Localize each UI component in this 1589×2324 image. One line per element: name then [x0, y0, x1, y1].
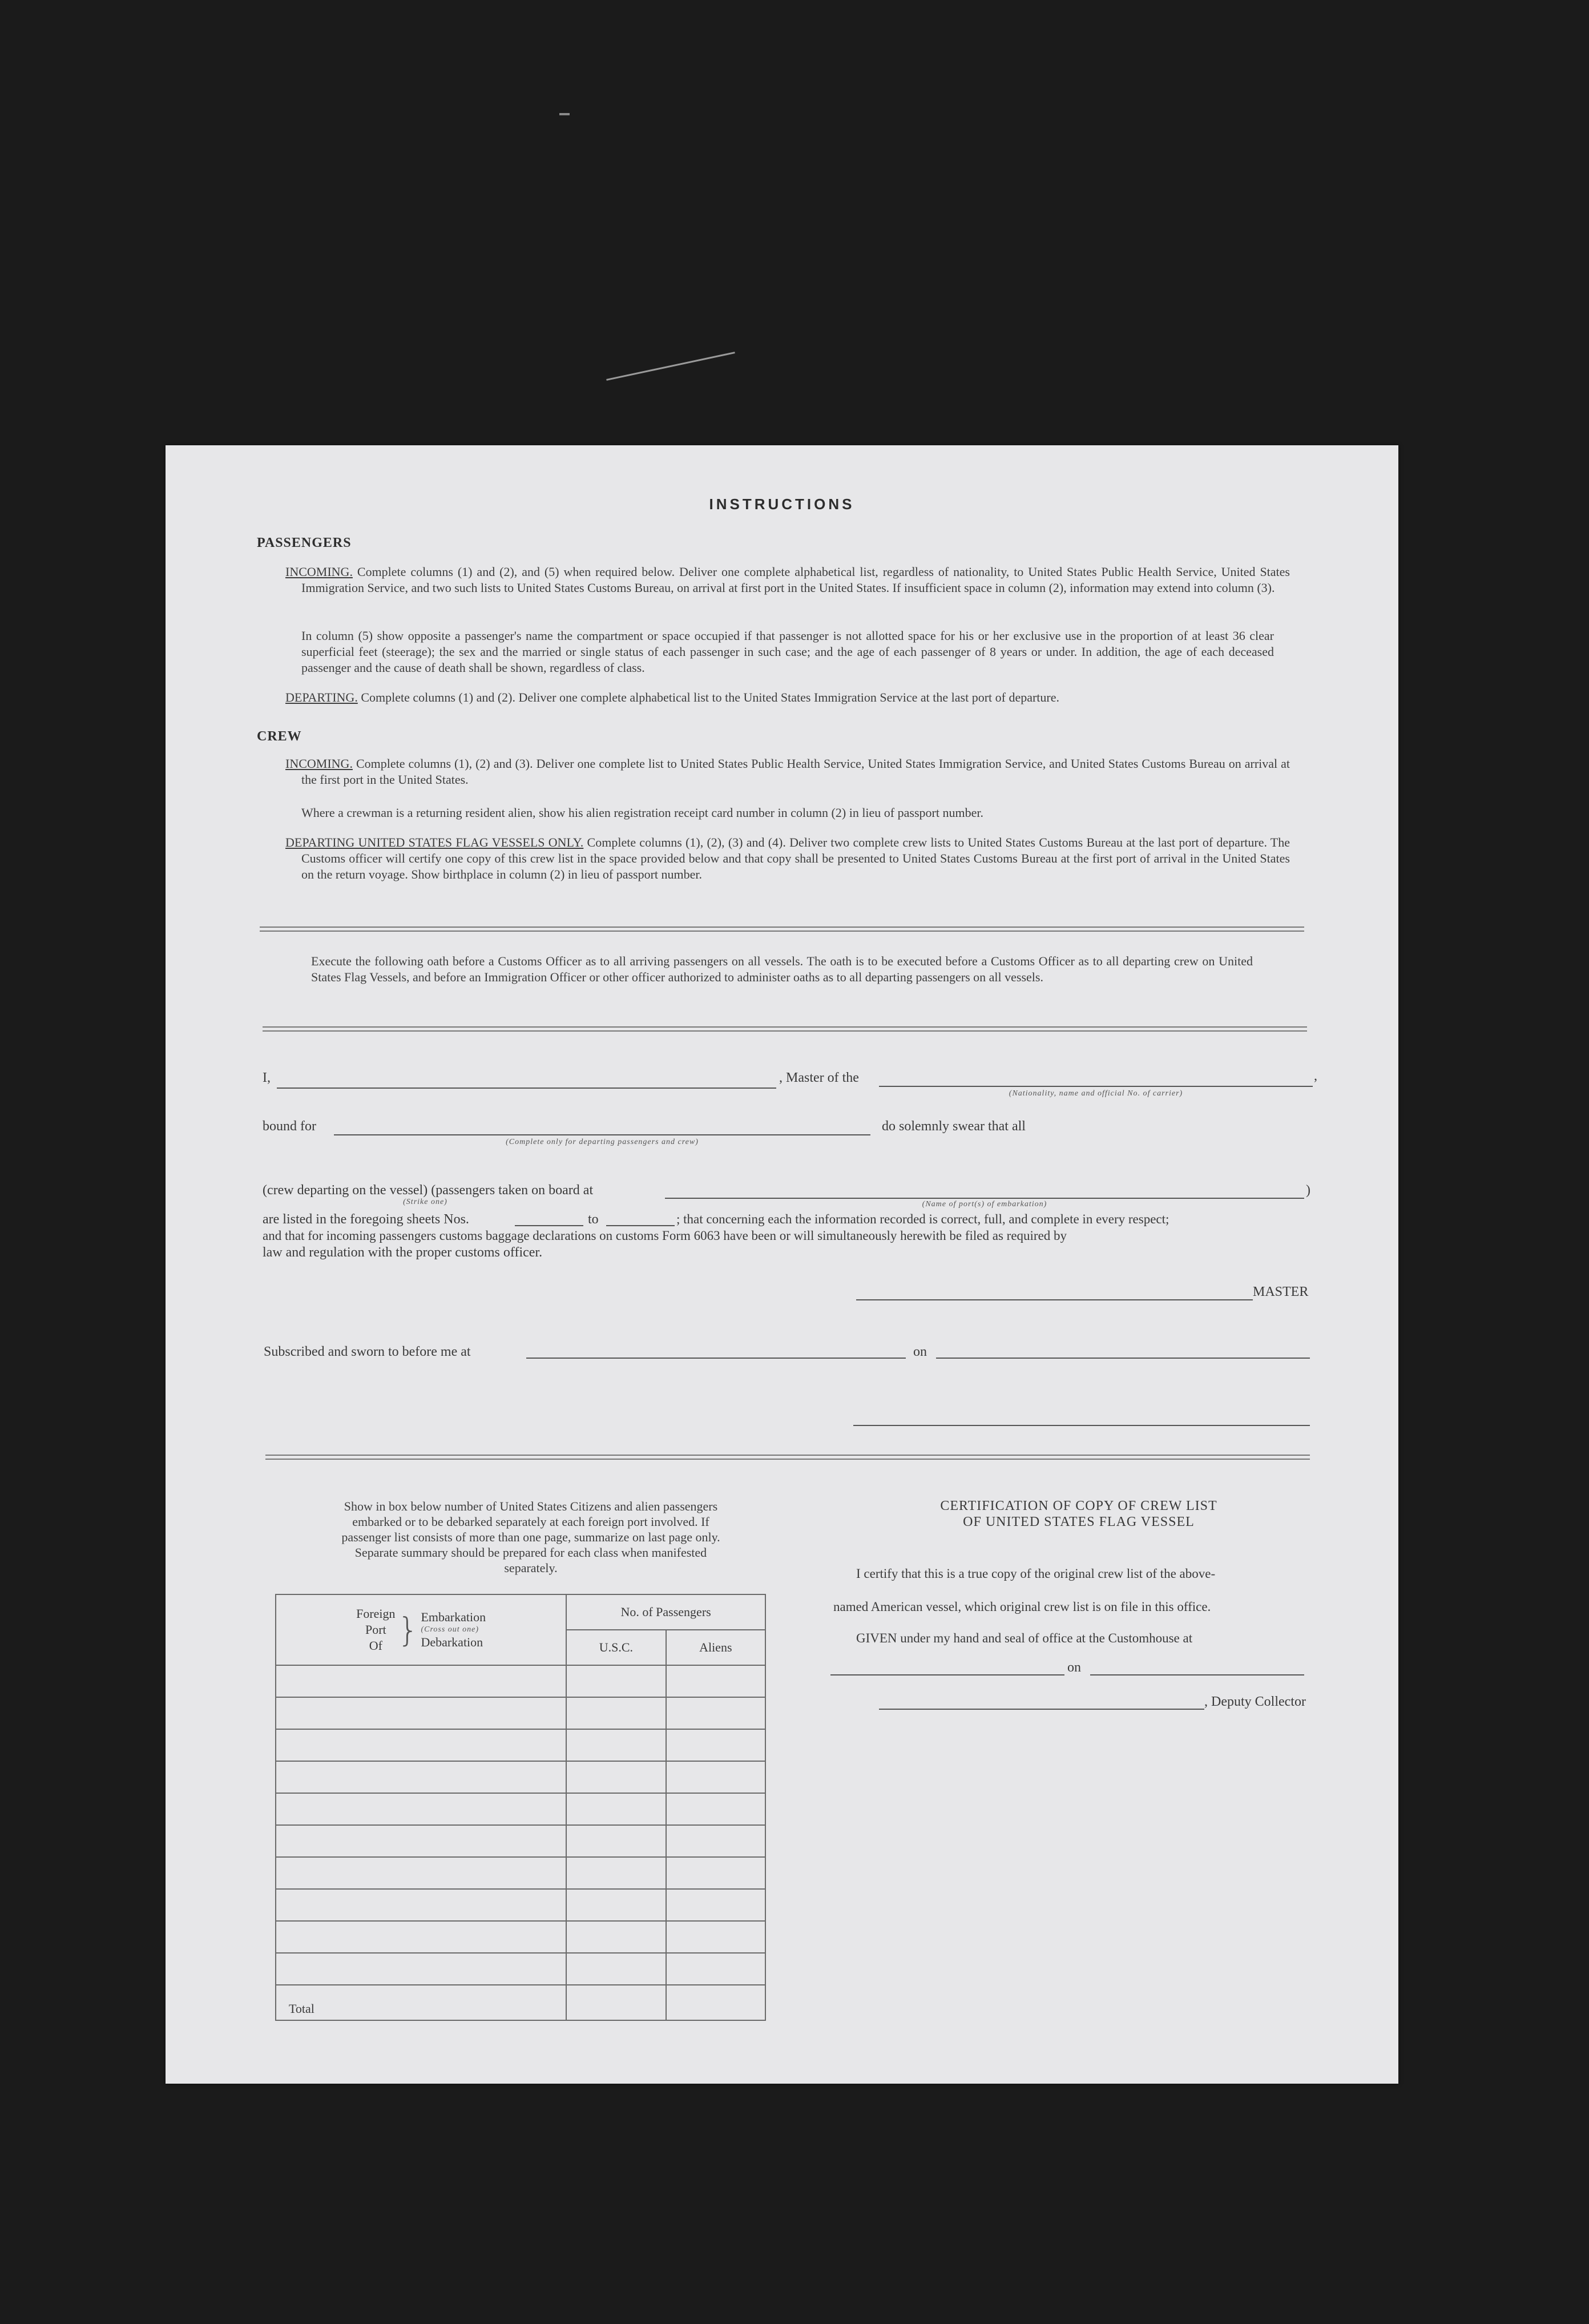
port-cell[interactable] — [276, 1697, 566, 1729]
port-cell[interactable] — [276, 1889, 566, 1921]
port-cell[interactable] — [276, 1857, 566, 1889]
table-row — [276, 1697, 765, 1729]
aliens-cell[interactable] — [666, 1729, 765, 1761]
given-text: GIVEN under my hand and seal of office at the Customhouse at — [856, 1631, 1193, 1645]
master-label: MASTER — [1253, 1284, 1309, 1299]
port-cell[interactable] — [276, 1793, 566, 1825]
certification-heading — [850, 1498, 1307, 1530]
total-label: Total — [276, 1985, 566, 2020]
port-label-of: Of — [369, 1638, 382, 1653]
subscribed-label: Subscribed and sworn to before me at — [264, 1344, 471, 1359]
master-of-the-label: , Master of the — [779, 1070, 859, 1085]
table-row — [276, 1953, 765, 1985]
carrier-hint: (Nationality, name and official No. of carrier) — [1009, 1089, 1183, 1098]
aliens-cell[interactable] — [666, 1953, 765, 1985]
usc-cell[interactable] — [566, 1857, 666, 1889]
usc-cell[interactable] — [566, 1665, 666, 1697]
usc-cell[interactable] — [566, 1825, 666, 1857]
crew-departing-paragraph — [285, 835, 1290, 883]
section-divider — [263, 1026, 1307, 1032]
aliens-cell[interactable] — [666, 1665, 765, 1697]
page-title: INSTRUCTIONS — [709, 496, 855, 513]
crew-resident-paragraph: Where a crewman is a returning resident alien, show his alien registration receipt card number in column (2) in lieu of passport number. — [301, 805, 983, 820]
scan-artifact — [559, 113, 570, 115]
total-usc-cell[interactable] — [566, 1985, 666, 2020]
table-row — [276, 1921, 765, 1953]
table-row — [276, 1857, 765, 1889]
oath-i-label: I, — [263, 1070, 271, 1085]
certification-heading-line1: CERTIFICATION OF COPY OF CREW LIST — [940, 1499, 1217, 1513]
passengers-incoming-text: Complete columns (1) and (2), and (5) when required below. Deliver one complete alphabetical list, regardless of nationality, to United States Public Health Service, United States Immigration Service, and two such lists to United States Customs Bureau, on arrival at first port in the United States. If insufficient space in column (2), information may extend into column (3). — [301, 565, 1290, 595]
crew-heading: CREW — [257, 729, 302, 744]
master-name-field[interactable] — [277, 1088, 776, 1089]
passengers-column5-paragraph: In column (5) show opposite a passenger's name the compartment or space occupied if that passenger is not allotted space for his or her exclusive use in the proportion of at least 36 clear superficial feet (steerage); the sex and the married or single status of each passenger in such case; and the age of each passenger of 8 years or under. In addition, the age of each deceased passenger and the cause of death shall be shown, regardless of class. — [301, 629, 1274, 675]
section-divider — [260, 927, 1304, 932]
usc-cell[interactable] — [566, 1921, 666, 1953]
listed-text-b: ; that concerning each the information recorded is correct, full, and complete in every respect; — [676, 1212, 1169, 1226]
cross-out-hint: (Cross out one) — [421, 1625, 479, 1634]
oath-instruction: Execute the following oath before a Customs Officer as to all arriving passengers on all vessels. The oath is to be executed before a Customs Officer as to all departing crew on United States Flag Vessels, and before an Immigration Officer or other officer authorized to administer oaths as to all departing passengers on all vessels. — [311, 954, 1253, 984]
usc-cell[interactable] — [566, 1697, 666, 1729]
carrier-field[interactable] — [879, 1086, 1313, 1087]
crew-departing-label: DEPARTING UNITED STATES FLAG VESSELS ONLY. — [285, 835, 584, 849]
usc-header: U.S.C. — [566, 1630, 666, 1665]
port-cell[interactable] — [276, 1921, 566, 1953]
sheet-to-field[interactable] — [606, 1225, 675, 1226]
brace-glyph: } — [397, 1610, 419, 1649]
officer-signature-field[interactable] — [853, 1425, 1310, 1426]
subscribed-on-label: on — [913, 1344, 927, 1359]
port-header-cell — [276, 1594, 566, 1665]
aliens-cell[interactable] — [666, 1857, 765, 1889]
passengers-incoming-label: INCOMING. — [285, 565, 353, 579]
debarkation-label: Debarkation — [421, 1635, 483, 1649]
close-paren: ) — [1306, 1183, 1310, 1198]
total-aliens-cell[interactable] — [666, 1985, 765, 2020]
certification-on-label: on — [1067, 1660, 1081, 1675]
listed-text-c: and that for incoming passengers customs baggage declarations on customs Form 6063 have been or will simultaneously herewith be filed as required by — [263, 1229, 1067, 1243]
listed-to-label: to — [588, 1212, 599, 1227]
section-divider — [265, 1455, 1310, 1460]
usc-cell[interactable] — [566, 1793, 666, 1825]
usc-cell[interactable] — [566, 1729, 666, 1761]
aliens-cell[interactable] — [666, 1761, 765, 1793]
subscribed-date-field[interactable] — [936, 1358, 1310, 1359]
aliens-cell[interactable] — [666, 1793, 765, 1825]
deputy-collector-label: , Deputy Collector — [1204, 1694, 1306, 1709]
port-cell[interactable] — [276, 1729, 566, 1761]
crew-incoming-label: INCOMING. — [285, 756, 353, 771]
form-page — [166, 445, 1398, 2084]
certify-text-b: named American vessel, which original crew list is on file in this office. — [833, 1600, 1211, 1614]
listed-text-d: law and regulation with the proper customs officer. — [263, 1245, 543, 1260]
table-row — [276, 1889, 765, 1921]
passengers-departing-label: DEPARTING. — [285, 690, 358, 704]
port-cell[interactable] — [276, 1825, 566, 1857]
port-cell[interactable] — [276, 1761, 566, 1793]
strike-one-hint: (Strike one) — [403, 1198, 447, 1206]
certification-date-field[interactable] — [1090, 1674, 1304, 1675]
aliens-cell[interactable] — [666, 1697, 765, 1729]
table-row — [276, 1793, 765, 1825]
embarkation-label: Embarkation — [421, 1610, 486, 1624]
crew-departing-text: Complete columns (1), (2), (3) and (4). Deliver two complete crew lists to United States Customs Bureau at the last port of departure. The Customs officer will certify one copy of this crew list in the space provided below and that copy shall be presented to United States Customs Bureau at the first port of arrival in the United States on the return voyage. Show birthplace in column (2) in lieu of passport number. — [301, 835, 1290, 881]
aliens-cell[interactable] — [666, 1889, 765, 1921]
sheet-from-field[interactable] — [515, 1225, 583, 1226]
passengers-incoming-paragraph — [285, 564, 1290, 596]
table-row — [276, 1761, 765, 1793]
embarkation-ports-field[interactable] — [665, 1198, 1304, 1199]
customhouse-field[interactable] — [830, 1674, 1064, 1675]
usc-cell[interactable] — [566, 1761, 666, 1793]
usc-cell[interactable] — [566, 1953, 666, 1985]
listed-sheets-label: are listed in the foregoing sheets Nos. — [263, 1212, 469, 1227]
certification-heading-line2: OF UNITED STATES FLAG VESSEL — [963, 1515, 1195, 1529]
bound-for-hint: (Complete only for departing passengers and crew) — [506, 1138, 699, 1146]
bound-for-label: bound for — [263, 1119, 316, 1134]
trailing-comma: , — [1314, 1069, 1317, 1084]
crew-incoming-text: Complete columns (1), (2) and (3). Deliver one complete list to United States Public Health Service, United States Immigration Service, and United States Customs Bureau on arrival at the first port in the United States. — [301, 756, 1290, 787]
passengers-departing-paragraph — [285, 690, 1274, 706]
master-signature-field[interactable] — [856, 1299, 1253, 1300]
aliens-header: Aliens — [666, 1630, 765, 1665]
table-row — [276, 1665, 765, 1697]
port-cell[interactable] — [276, 1665, 566, 1697]
crew-passengers-label: (crew departing on the vessel) (passengers taken on board at — [263, 1183, 594, 1198]
deputy-signature-field[interactable] — [879, 1709, 1204, 1710]
table-row — [276, 1729, 765, 1761]
crew-incoming-paragraph — [285, 756, 1290, 788]
total-row — [276, 1985, 765, 2020]
aliens-cell[interactable] — [666, 1921, 765, 1953]
passenger-summary-table — [275, 1594, 766, 2021]
passengers-departing-text: Complete columns (1) and (2). Deliver one complete alphabetical list to the United States Immigration Service at the last port of departure. — [361, 690, 1060, 704]
summary-instruction: Show in box below number of United States Citizens and alien passengers embarked or to be debarked separately at each foreign port involved. If passenger list consists of more than one page, summarize on last page only. Separate summary should be prepared for each class when manifested separately. — [341, 1499, 720, 1575]
passengers-count-header: No. of Passengers — [566, 1594, 765, 1630]
ports-hint: (Name of port(s) of embarkation) — [922, 1200, 1047, 1209]
usc-cell[interactable] — [566, 1889, 666, 1921]
certify-text-a: I certify that this is a true copy of the original crew list of the above- — [856, 1566, 1216, 1581]
aliens-cell[interactable] — [666, 1825, 765, 1857]
bound-for-field[interactable] — [334, 1134, 870, 1135]
port-label-foreign: Foreign — [356, 1606, 396, 1621]
subscribed-place-field[interactable] — [526, 1358, 906, 1359]
table-row — [276, 1825, 765, 1857]
scan-artifact — [606, 352, 735, 381]
port-cell[interactable] — [276, 1953, 566, 1985]
passengers-heading: PASSENGERS — [257, 535, 352, 550]
swear-label: do solemnly swear that all — [882, 1119, 1026, 1134]
port-label-port: Port — [365, 1622, 386, 1637]
